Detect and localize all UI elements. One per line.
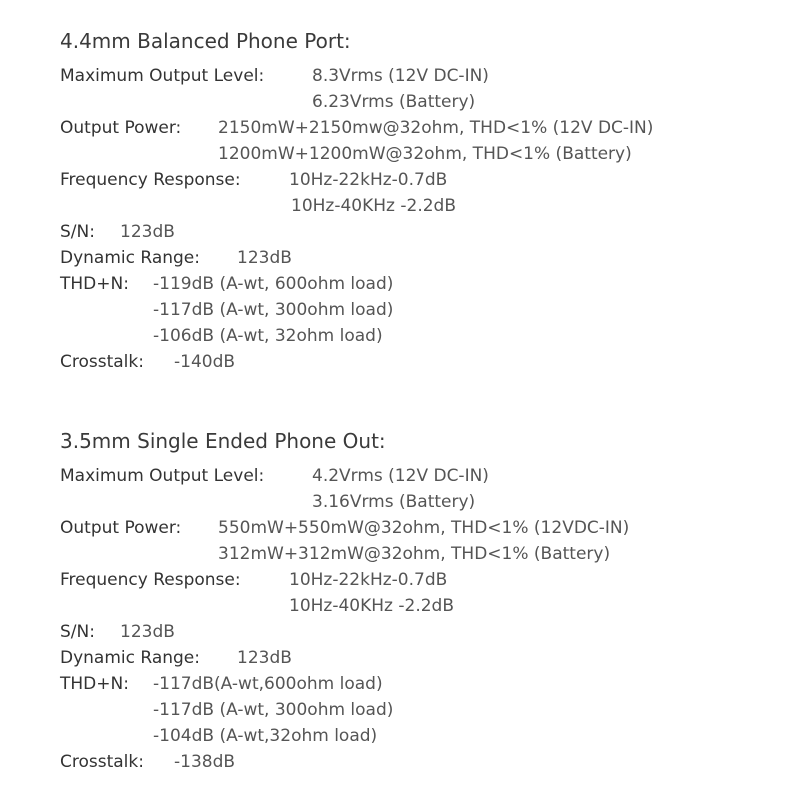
spec-value: -117dB(A-wt,600ohm load) [153, 674, 383, 694]
spec-value: 1200mW+1200mW@32ohm, THD<1% (Battery) [218, 144, 632, 164]
spec-value: 2150mW+2150mw@32ohm, THD<1% (12V DC-IN) [218, 118, 654, 138]
spec-value: 123dB [237, 248, 292, 268]
spec-value: 4.2Vrms (12V DC-IN) [312, 466, 489, 486]
spec-value: 8.3Vrms (12V DC-IN) [312, 66, 489, 86]
spec-label: Dynamic Range: [60, 648, 200, 668]
spec-value: -104dB (A-wt,32ohm load) [153, 726, 378, 746]
section-single-ended [60, 428, 780, 775]
spec-label: Frequency Response: [60, 170, 241, 190]
spec-value: 123dB [120, 222, 175, 242]
spec-label: Frequency Response: [60, 570, 241, 590]
spec-value: -106dB (A-wt, 32ohm load) [153, 326, 383, 346]
spec-dynamic-range [60, 245, 780, 271]
spec-max-output-level [60, 463, 780, 489]
spec-output-power [60, 515, 780, 541]
section-title: 3.5mm Single Ended Phone Out: [60, 429, 386, 453]
spec-value: 3.16Vrms (Battery) [312, 492, 476, 512]
spec-value: -138dB [174, 752, 236, 772]
spec-value: -119dB (A-wt, 600ohm load) [153, 274, 394, 294]
spec-label: THD+N: [60, 674, 129, 694]
spec-signal-noise [60, 619, 780, 645]
spec-value: 123dB [237, 648, 292, 668]
spec-value: 6.23Vrms (Battery) [312, 92, 476, 112]
spec-value: 10Hz-40KHz -2.2dB [289, 596, 454, 616]
spec-thd-n [60, 271, 780, 297]
spec-value: -140dB [174, 352, 236, 372]
spec-thd-n [60, 671, 780, 697]
spec-value: 123dB [120, 622, 175, 642]
spec-label: Output Power: [60, 518, 182, 538]
spec-label: Maximum Output Level: [60, 466, 265, 486]
spec-value: 312mW+312mW@32ohm, THD<1% (Battery) [218, 544, 611, 564]
spec-max-output-level [60, 63, 780, 89]
spec-label: S/N: [60, 622, 95, 642]
spec-frequency-response [60, 567, 780, 593]
spec-label: Output Power: [60, 118, 182, 138]
spec-value: -117dB (A-wt, 300ohm load) [153, 300, 394, 320]
spec-label: Crosstalk: [60, 752, 144, 772]
spec-value: -117dB (A-wt, 300ohm load) [153, 700, 394, 720]
spec-label: THD+N: [60, 274, 129, 294]
spec-label: Crosstalk: [60, 352, 144, 372]
spec-value: 10Hz-22kHz-0.7dB [289, 570, 448, 590]
section-balanced [60, 28, 780, 375]
spec-value: 10Hz-22kHz-0.7dB [289, 170, 448, 190]
section-title: 4.4mm Balanced Phone Port: [60, 29, 351, 53]
spec-value: 550mW+550mW@32ohm, THD<1% (12VDC-IN) [218, 518, 630, 538]
spec-label: Dynamic Range: [60, 248, 200, 268]
spec-crosstalk [60, 749, 780, 775]
spec-output-power [60, 115, 780, 141]
spec-label: S/N: [60, 222, 95, 242]
spec-signal-noise [60, 219, 780, 245]
spec-value: 10Hz-40KHz -2.2dB [291, 196, 456, 216]
spec-dynamic-range [60, 645, 780, 671]
spec-frequency-response [60, 167, 780, 193]
spec-label: Maximum Output Level: [60, 66, 265, 86]
spec-crosstalk [60, 349, 780, 375]
